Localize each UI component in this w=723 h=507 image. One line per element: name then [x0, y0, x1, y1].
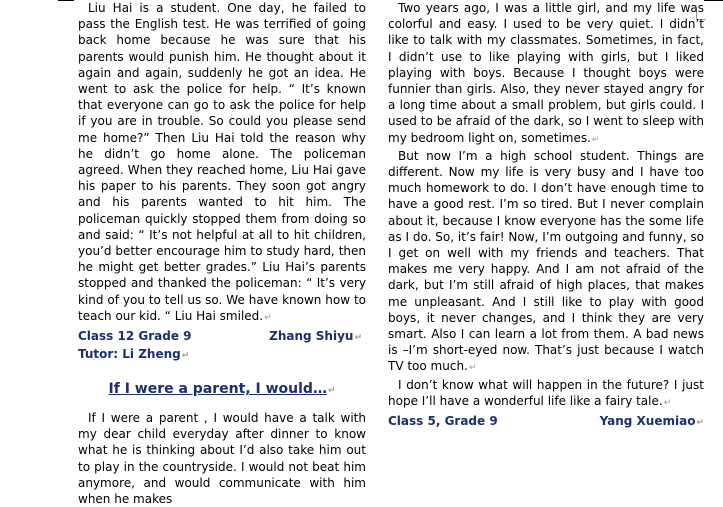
byline-author: Zhang Shiyu — [269, 329, 354, 344]
essay-paragraph-3: I don’t know what will happen in the future? I just hope I’ll have a wonderful life like a fairy tale.↵ — [388, 377, 704, 408]
paragraph-mark-icon: ↵ — [696, 418, 704, 429]
paragraph-mark-icon: ↵ — [327, 386, 336, 397]
essay-byline-class: Class 5, Grade 9 — [388, 414, 498, 429]
essay-paragraph-2: But now I’m a high school student. Things are different. Now my life is very busy and I have too much homework to do. I don’t have enough time to have a good rest. I’m so tired. But I never complain about it, because I know everyone has the some life as I do. So, it’s fair! Now, I’m outgoing and funny, so I get on well with my friends and teachers. That makes me very happy. And I am not afraid of the dark, but I’m still afraid of high places, that makes me unpleasant. And I still like to play with good boys, it never changes, and I think they are very smart. Also I can learn a lot from them. A bad news is –I’m short-eyed now. That’s just because I watch TV too much.↵ — [388, 148, 704, 374]
paragraph-mark-icon: ↵ — [591, 134, 600, 145]
tutor-name: Tutor: Li Zheng — [78, 347, 181, 362]
essay-paragraph-1: Two years ago, I was a little girl, and my life was colorful and easy. I used to be very quiet. I didn’t like to talk with my classmates. Sometimes, in fact, I didn’t use to like playing with girls, but I liked playing with boys. Because I thought boys were funnier than girls. Also, they never stayed angry for a long time about a small problem, but girls could. I used to be afraid of the dark, so I went to sleep with my bedroom light on, sometimes.↵ — [388, 1, 704, 145]
byline — [78, 328, 366, 346]
paragraph-mark-icon: ↵ — [663, 397, 672, 408]
right-column — [388, 0, 704, 431]
tutor-line — [78, 346, 366, 364]
article-title-text: If I were a parent, I would… — [108, 381, 327, 398]
story-paragraph: Liu Hai is a student. One day, he failed to pass the English test. He was terrified of going back home because he was sure that his parents would punish him. He thought about it again and again, suddenly he got an idea. He went to ask the police for help. “ It’s known that everyone can go to ask the police for help if you are in trouble. So could you please send me home?” Then Liu Hai told the reason why he didn’t go home alone. The policeman agreed. When they reached home, Liu Hai gave his paper to his parents. They soon got angry and his parents wanted to hit him. The policeman quickly stopped them from doing so and said: “ It’s not helpful at all to hit children, you’d better encourage him to study hard, then he might get better grades.” Liu Hai’s parents stopped and thanked the policeman: “ It’s very kind of you to tell us so. We have known how to teach our kid. “ Liu Hai smiled.↵ — [78, 1, 366, 323]
top-rule-left — [58, 0, 74, 1]
top-rule-right — [704, 0, 723, 1]
paragraph-mark-icon: ↵ — [354, 333, 362, 344]
byline-class: Class 12 Grade 9 — [78, 329, 192, 344]
paragraph-mark-icon: ↵ — [264, 312, 272, 323]
paragraph-mark-icon: ↵ — [468, 363, 477, 374]
paragraph-mark-icon: ↵ — [181, 351, 190, 362]
article-paragraph: If I were a parent , I would have a talk with my dear child everyday after dinner to know what he is thinking about I’d also take him out to play in the countryside. I would not beat him anymore, and would communicate with him when he makes — [78, 411, 366, 507]
essay-byline — [388, 413, 704, 431]
left-column — [78, 0, 366, 507]
essay-byline-author: Yang Xuemiao — [599, 414, 696, 429]
article-title — [78, 380, 366, 400]
